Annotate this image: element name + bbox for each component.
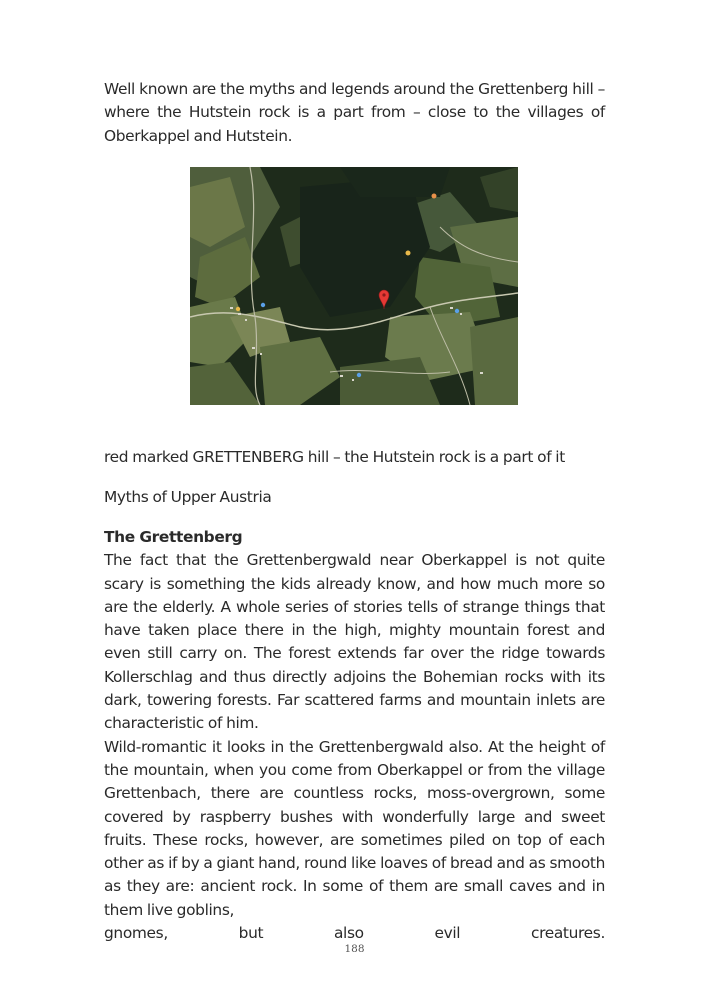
story-heading: The Grettenberg [104,528,243,546]
story-paragraph-2: Wild-romantic it looks in the Grettenbergwald also. At the height of the mountain, when you come from Oberkappel or from the village Grettenbach, there are countless rocks, moss-overgrown, some covered by raspberry bushes with wonderfully large and sweet fruits. These rocks, however, are sometimes piled on top of each other as if by a giant hand, round like loaves of bread and as smooth as they are: ancient rock. In some of them are small caves and in them live goblins, [104,737,605,919]
story-section [104,526,605,945]
intro-paragraph: Well known are the myths and legends around the Grettenberg hill – where the Hutstein rock is a part from – close to the villages of Oberkappel and Hutstein. [104,80,605,145]
story-paragraph-2-last-line: gnomes, but also evil creatures. [104,924,605,943]
section-subtitle: Myths of Upper Austria [104,488,272,506]
satellite-map-graphic [190,167,518,405]
satellite-map [190,167,518,405]
page-number: 188 [344,943,365,955]
story-paragraph-1: The fact that the Grettenbergwald near Oberkappel is not quite scary is something the kids already know, and how much more so are the elderly. A whole series of stories tells of strange things that have taken place there in the high, mighty mountain forest and even still carry on. The forest extends far over the ridge towards Kollerschlag and thus directly adjoins the Bohemian rocks with its dark, towering forests. Far scattered farms and mountain inlets are characteristic of him. [104,551,605,733]
map-caption: red marked GRETTENBERG hill – the Hutstein rock is a part of it [104,448,565,466]
